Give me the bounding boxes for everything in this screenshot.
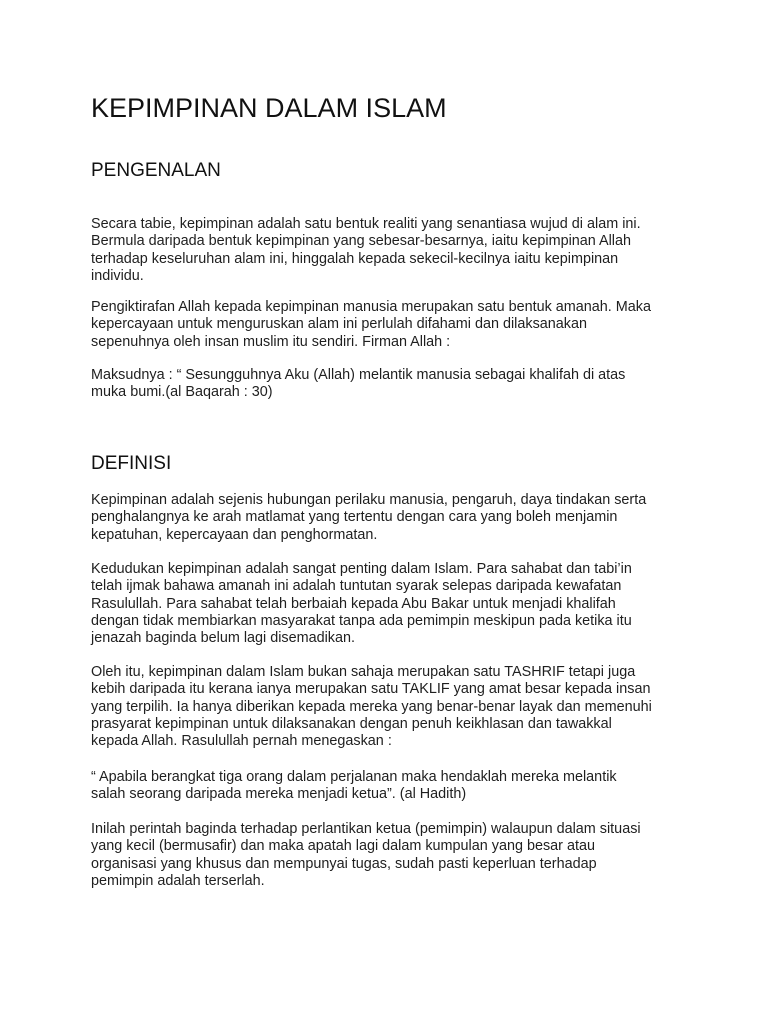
- paragraph: Pengiktirafan Allah kepada kepimpinan manusia merupakan satu bentuk amanah. Maka kepercayaan untuk menguruskan alam ini perlulah difahami dan dilaksanakan sepenuhnya oleh insan muslim itu sendiri. Firman Allah :: [91, 299, 651, 350]
- section-heading-definisi: DEFINISI: [91, 453, 172, 474]
- paragraph: “ Apabila berangkat tiga orang dalam perjalanan maka hendaklah mereka melantik salah seorang daripada mereka menjadi ketua”. (al Hadith): [91, 769, 617, 803]
- paragraph: Inilah perintah baginda terhadap perlantikan ketua (pemimpin) walaupun dalam situasi yang kecil (bermusafir) dan maka apatah lagi dalam kumpulan yang besar atau organisasi yang khusus dan mempunyai tugas, sudah pasti keperluan terhadap pemimpin adalah terserlah.: [91, 821, 641, 889]
- paragraph: Kepimpinan adalah sejenis hubungan perilaku manusia, pengaruh, daya tindakan serta penghalangnya ke arah matlamat yang tertentu dengan cara yang boleh menjamin kepatuhan, kepercayaan dan penghormatan.: [91, 492, 647, 543]
- paragraph: Secara tabie, kepimpinan adalah satu bentuk realiti yang senantiasa wujud di alam ini. Bermula daripada bentuk kepimpinan yang sebesar-besarnya, iaitu kepimpinan Allah terhadap keseluruhan alam ini, hinggalah kepada sekecil-kecilnya iaitu kepimpinan individu.: [91, 216, 641, 284]
- paragraph: Kedudukan kepimpinan adalah sangat penting dalam Islam. Para sahabat dan tabi’in telah ijmak bahawa amanah ini adalah tuntutan syarak selepas daripada kewafatan Rasulullah. Para sahabat telah berbaiah kepada Abu Bakar untuk menjadi khalifah dengan tidak membiarkan masyarakat tanpa ada pemimpin meskipun pada ketika itu jenazah baginda belum lagi disemadikan.: [91, 561, 632, 647]
- section-heading-pengenalan: PENGENALAN: [91, 160, 221, 181]
- paragraph: Oleh itu, kepimpinan dalam Islam bukan sahaja merupakan satu TASHRIF tetapi juga kebih daripada itu kerana ianya merupakan satu TAKLIF yang amat besar kepada insan yang terpilih. Ia hanya diberikan kepada mereka yang benar-benar layak dan memenuhi prasyarat kepimpinan untuk dilaksanakan dengan penuh keikhlasan dan tawakkal kepada Allah. Rasulullah pernah menegaskan :: [91, 664, 652, 750]
- document-title: KEPIMPINAN DALAM ISLAM: [91, 93, 447, 123]
- paragraph: Maksudnya : “ Sesungguhnya Aku (Allah) melantik manusia sebagai khalifah di atas muka bumi.(al Baqarah : 30): [91, 367, 626, 401]
